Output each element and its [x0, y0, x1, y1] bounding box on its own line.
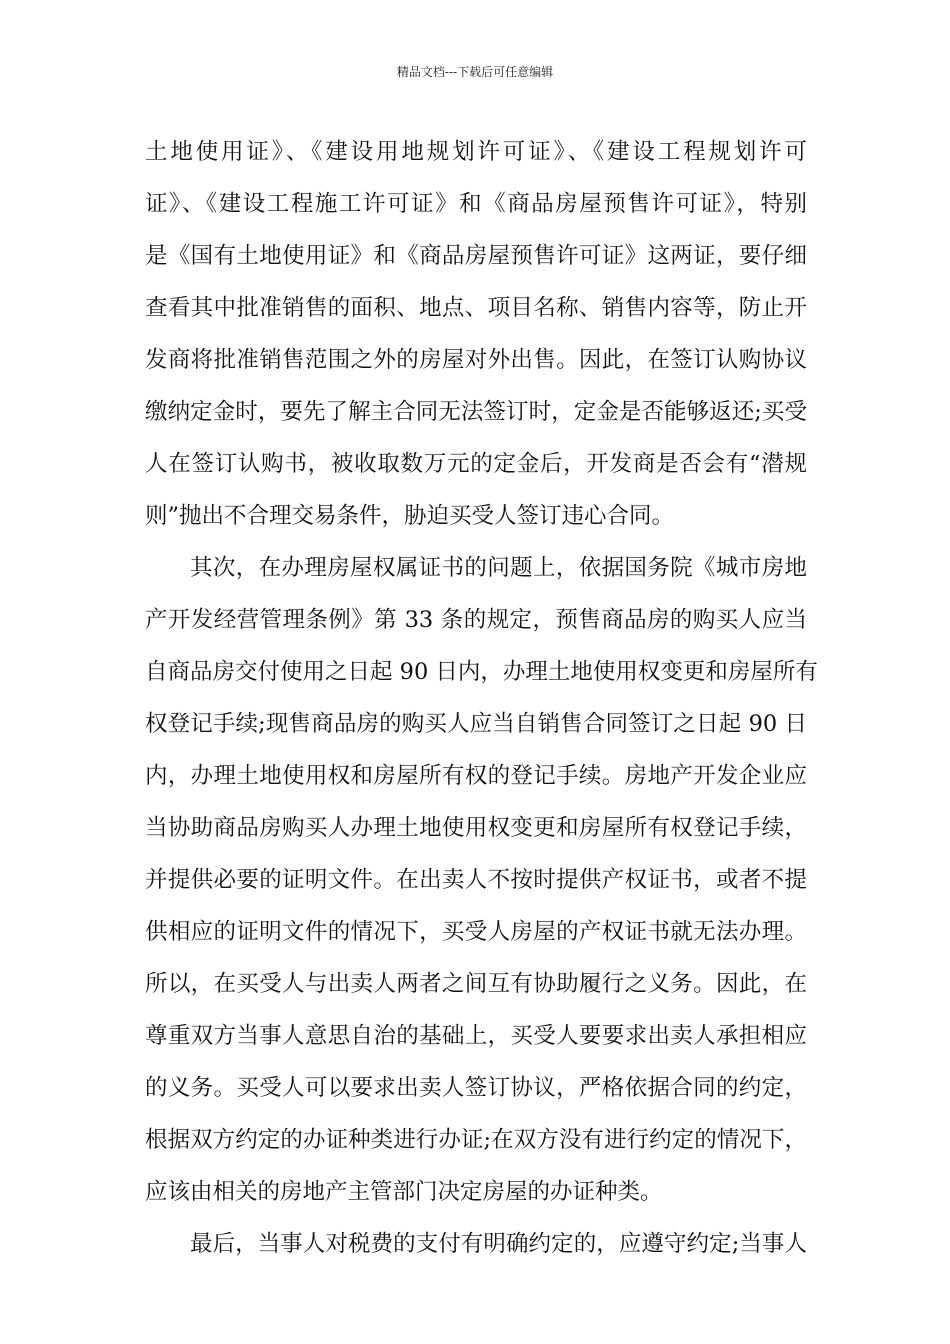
text-line: 证》、《建设工程施工许可证》和《商品房屋预售许可证》，特别: [145, 191, 807, 217]
text-line: 并提供必要的证明文件。在出卖人不按时提供产权证书，或者不提: [145, 867, 807, 893]
text-line: 土地使用证》、《建设用地规划许可证》、《建设工程规划许可: [145, 139, 807, 165]
paragraph-first-line: 最后，当事人对税费的支付有明确约定的，应遵守约定;当事人: [190, 1231, 807, 1257]
text-line: 产开发经营管理条例》第 33 条的规定，预售商品房的购买人应当: [145, 607, 807, 633]
text-line: 查看其中批准销售的面积、地点、项目名称、销售内容等，防止开: [145, 295, 807, 321]
text-line: 是《国有土地使用证》和《商品房屋预售许可证》这两证，要仔细: [145, 243, 807, 269]
text-line: 供相应的证明文件的情况下，买受人房屋的产权证书就无法办理。: [145, 919, 807, 945]
text-line: 权登记手续;现售商品房的购买人应当自销售合同签订之日起 90 日: [145, 711, 807, 737]
text-line: 的义务。买受人可以要求出卖人签订协议，严格依据合同的约定，: [145, 1075, 807, 1101]
text-line: 当协助商品房购买人办理土地使用权变更和房屋所有权登记手续，: [145, 815, 807, 841]
text-line: 发商将批准销售范围之外的房屋对外出售。因此，在签订认购协议: [145, 347, 807, 373]
text-line: 所以，在买受人与出卖人两者之间互有协助履行之义务。因此，在: [145, 971, 807, 997]
paragraph-first-line: 其次，在办理房屋权属证书的问题上，依据国务院《城市房地: [190, 555, 807, 581]
text-line: 内，办理土地使用权和房屋所有权的登记手续。房地产开发企业应: [145, 763, 807, 789]
text-line: 人在签订认购书，被收取数万元的定金后，开发商是否会有“潜规: [145, 451, 807, 477]
text-line: 尊重双方当事人意思自治的基础上，买受人要要求出卖人承担相应: [145, 1023, 807, 1049]
text-line: 自商品房交付使用之日起 90 日内，办理土地使用权变更和房屋所有: [145, 659, 818, 685]
page-header: 精品文档---下载后可任意编辑: [396, 65, 554, 79]
text-line: 缴纳定金时，要先了解主合同无法签订时，定金是否能够返还;买受: [145, 399, 807, 425]
text-line: 根据双方约定的办证种类进行办证;在双方没有进行约定的情况下，: [145, 1127, 807, 1153]
text-line: 应该由相关的房地产主管部门决定房屋的办证种类。: [145, 1179, 663, 1205]
text-line: 则”抛出不合理交易条件，胁迫买受人签订违心合同。: [145, 503, 675, 529]
